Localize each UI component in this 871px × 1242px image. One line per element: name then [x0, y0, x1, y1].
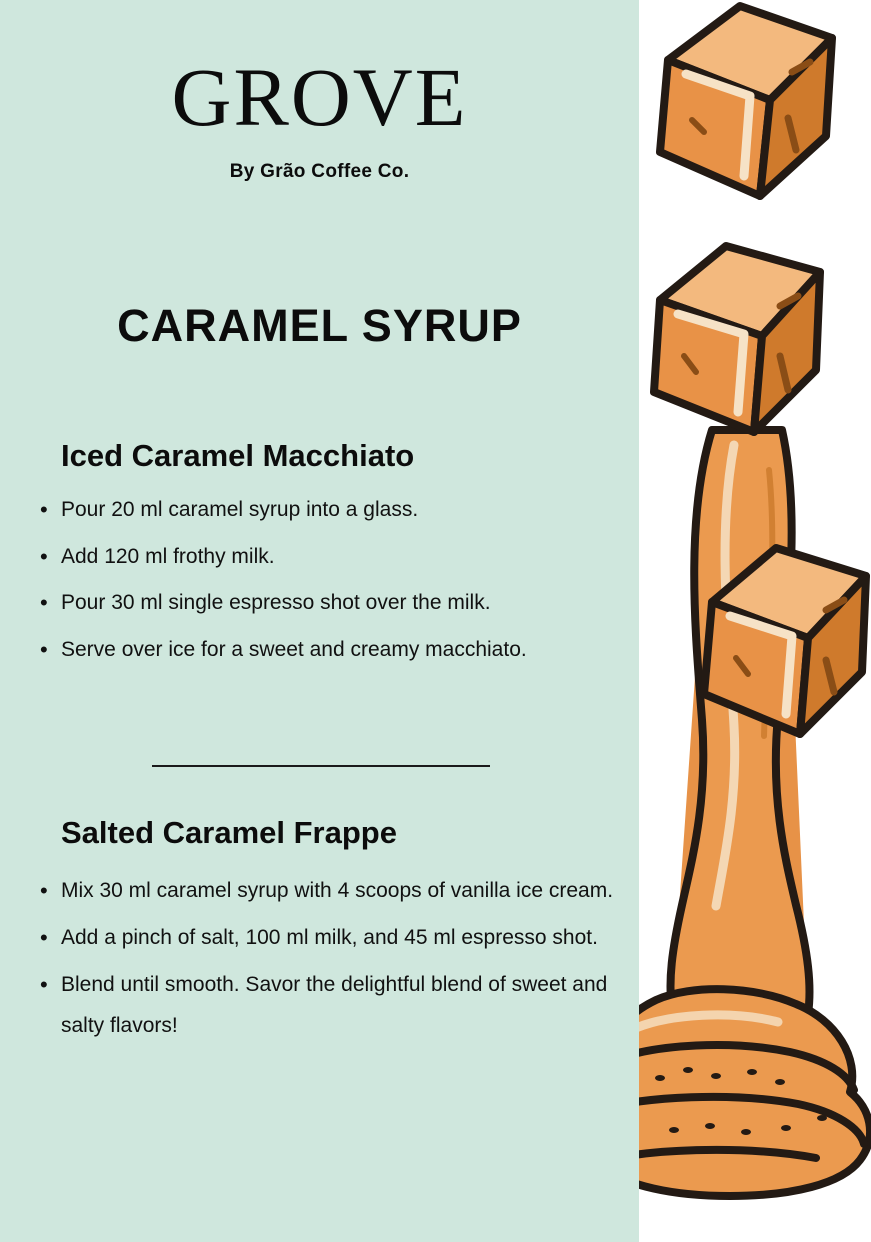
brand-tagline: By Grão Coffee Co.	[229, 161, 410, 182]
page-title: CARAMEL SYRUP	[117, 300, 522, 351]
list-item: • Add a pinch of salt, 100 ml milk, and 45 ml espresso shot.	[28, 918, 628, 959]
recipe-steps-list	[28, 871, 628, 1047]
brand-logo-wordmark: GROVE	[171, 51, 468, 143]
list-item: • Serve over ice for a sweet and creamy macchiato.	[28, 634, 628, 667]
artwork-column	[639, 0, 871, 1242]
recipe-section-2	[28, 815, 628, 1053]
recipe-title: Iced Caramel Macchiato	[61, 438, 415, 473]
brand-block	[0, 51, 639, 183]
list-item: • Add 120 ml frothy milk.	[28, 541, 628, 574]
recipe-steps-list	[28, 494, 628, 666]
recipe-title: Salted Caramel Frappe	[61, 815, 397, 850]
list-item: • Mix 30 ml caramel syrup with 4 scoops of vanilla ice cream.	[28, 871, 628, 912]
list-item: • Pour 30 ml single espresso shot over the milk.	[28, 587, 628, 620]
list-item: • Pour 20 ml caramel syrup into a glass.	[28, 494, 628, 527]
recipe-section-1	[28, 438, 628, 680]
section-divider	[152, 765, 490, 767]
list-item: • Blend until smooth. Savor the delightful blend of sweet and salty flavors!	[28, 965, 628, 1047]
caramel-cubes-drip-illustration	[639, 0, 871, 1242]
